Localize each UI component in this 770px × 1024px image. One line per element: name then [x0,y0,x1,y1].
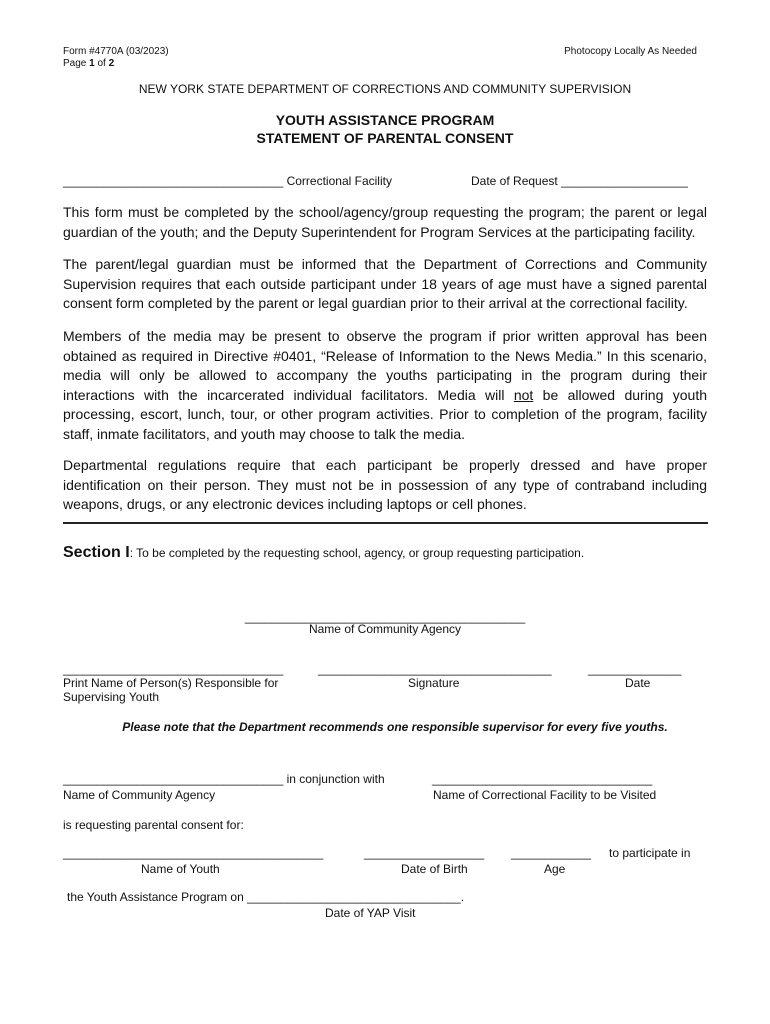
section-1-heading-row [63,544,584,562]
paragraph-3-after: be allowed during youth processing, escort, lunch, tour, or other program activities. Prior to completion of the program, facility staff, inmate facilitators, and youth may choose to talk the media. [63,386,707,442]
request-facility-row [63,174,392,188]
participate-text: to participate in [609,846,691,860]
youth-name-blank[interactable]: _______________________________________ [63,846,324,860]
paragraph-3 [63,327,707,444]
signature-label: Signature [408,676,460,690]
title-line-1: YOUTH ASSISTANCE PROGRAM [275,112,495,128]
section-1-instruction: : To be completed by the requesting school, agency, or group requesting participation. [129,546,585,560]
section-1-heading: Section I [63,544,130,561]
paragraph-2: The parent/legal guardian must be informed that the Department of Corrections and Community Supervision requires that each outside participant under 18 years of age must have a signed parental consent form completed by the parent or legal guardian prior to their arrival at the correctional facility. [63,256,707,311]
page-prefix: Page [63,58,90,69]
facility-visit-blank[interactable]: _________________________________ [432,772,653,786]
paragraph-4: Departmental regulations require that each participant be properly dressed and have proper identification on their person. They must not be in possession of any type of contraband including weapons, drugs, or any electronic devices including laptops or cell phones. [63,457,707,512]
paragraph-3-before: Members of the media may be present to observe the program if prior written approval has been obtained as required in Directive #0401, “Release of Information to the News Media.” In this scenario, media will only be allowed to accompany the youths participating in the program during their interactions with the incarcerated individual facilitators. Media will [63,328,707,403]
date-blank[interactable]: ______________ [588,662,682,676]
title-line-2: STATEMENT OF PARENTAL CONSENT [256,130,514,146]
youth-name-label: Name of Youth [141,862,220,876]
yap-suffix: . [460,890,465,904]
date-of-request-blank[interactable]: ___________________ [561,174,688,188]
age-blank[interactable]: ____________ [511,846,592,860]
paragraph-1: This form must be completed by the school/agency/group requesting the program; the parent or legal guardian of the youth; and the Deputy Superintendent for Program Services at the participating facility. [63,204,707,240]
person-blank[interactable]: _________________________________ [63,662,284,676]
photocopy-note: Photocopy Locally As Needed [564,46,697,57]
age-label: Age [544,862,566,876]
dob-label: Date of Birth [401,862,468,876]
dob-blank[interactable]: __________________ [364,846,485,860]
agency2-blank[interactable]: _________________________________ [63,772,284,786]
consent-for-text: is requesting parental consent for: [63,818,244,832]
page-of: of [94,58,109,69]
facility-label: Correctional Facility [286,174,392,188]
signature-blank[interactable]: ___________________________________ [318,662,552,676]
page-indicator [63,58,114,69]
page-current: 1 [89,58,95,69]
yap-row [67,890,464,904]
yap-date-blank[interactable]: ________________________________ [247,890,461,904]
facility-visit-label: Name of Correctional Facility to be Visited [433,788,657,802]
agency2-label: Name of Community Agency [63,788,216,802]
facility-blank[interactable]: _________________________________ [63,174,284,188]
form-number: Form #4770A (03/2023) [63,46,169,57]
agency-conjunction-row [63,772,385,786]
agency-blank[interactable]: __________________________________________ [244,610,526,624]
agency-label: Name of Community Agency [308,622,462,636]
yap-date-label: Date of YAP Visit [325,906,416,920]
page-total: 2 [108,58,115,69]
date-of-request-label: Date of Request [471,174,558,188]
department-name: NEW YORK STATE DEPARTMENT OF CORRECTIONS AND COMMUNITY SUPERVISION [138,82,632,96]
paragraph-3-not: not [513,386,534,403]
request-date-row [471,174,688,188]
section-divider [63,522,708,524]
yap-prefix: the Youth Assistance Program on [67,890,248,904]
supervisor-note: Please note that the Department recommends one responsible supervisor for every five youths. [122,720,668,734]
conjunction-text: in conjunction with [283,772,385,786]
person-label-line-2: Supervising Youth [63,690,160,704]
person-label-line-1: Print Name of Person(s) Responsible for [63,676,279,690]
date-label: Date [625,676,651,690]
